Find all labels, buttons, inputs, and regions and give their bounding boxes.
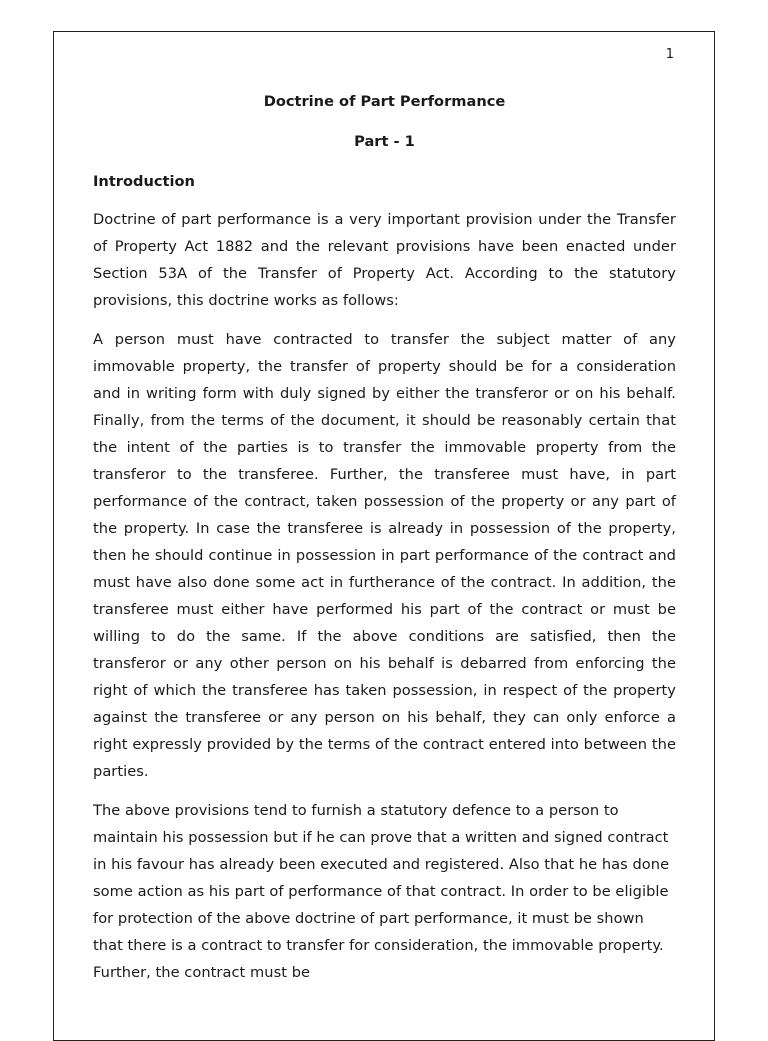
document-page bbox=[53, 31, 715, 1041]
part-heading: Part - 1 bbox=[354, 133, 415, 150]
section-heading-introduction: Introduction bbox=[93, 173, 195, 190]
paragraph-intro: Doctrine of part performance is a very important provision under the Transfer of Property Act 1882 and the relevant provisions have been enacted under Section 53A of the Transfer of Property Act. According to the statutory provisions, this doctrine works as follows: bbox=[93, 211, 676, 309]
document-title: Doctrine of Part Performance bbox=[263, 93, 506, 110]
paragraph-conditions: A person must have contracted to transfer the subject matter of any immovable property, the transfer of property should be for a consideration and in writing form with duly signed by either the transferor or on his behalf. Finally, from the terms of the document, it should be reasonably certain that the intent of the parties is to transfer the immovable property from the transferor to the transferee. Further, the transferee must have, in part performance of the contract, taken possession of the property or any part of the property. In case the transferee is already in possession of the property, then he should continue in possession in part performance of the contract and must have also done some act in furtherance of the contract. In addition, the transferee must either have performed his part of the contract or must be willing to do the same. If the above conditions are satisfied, then the transferor or any other person on his behalf is debarred from enforcing the right of which the transferee has taken possession, in respect of the property against the transferee or any person on his behalf, they can only enforce a right expressly provided by the terms of the contract entered into between the parties. bbox=[93, 331, 676, 780]
page-number: 1 bbox=[665, 47, 674, 62]
document-content bbox=[93, 90, 676, 986]
paragraph-statutory-defence: The above provisions tend to furnish a statutory defence to a person to maintain his possession but if he can prove that a written and signed contract in his favour has already been executed and registered. Also that he has done some action as his part of performance of that contract. In order to be eligible for protection of the above doctrine of part performance, it must be shown that there is a contract to transfer for consideration, the immovable property. Further, the contract must be bbox=[93, 802, 670, 981]
